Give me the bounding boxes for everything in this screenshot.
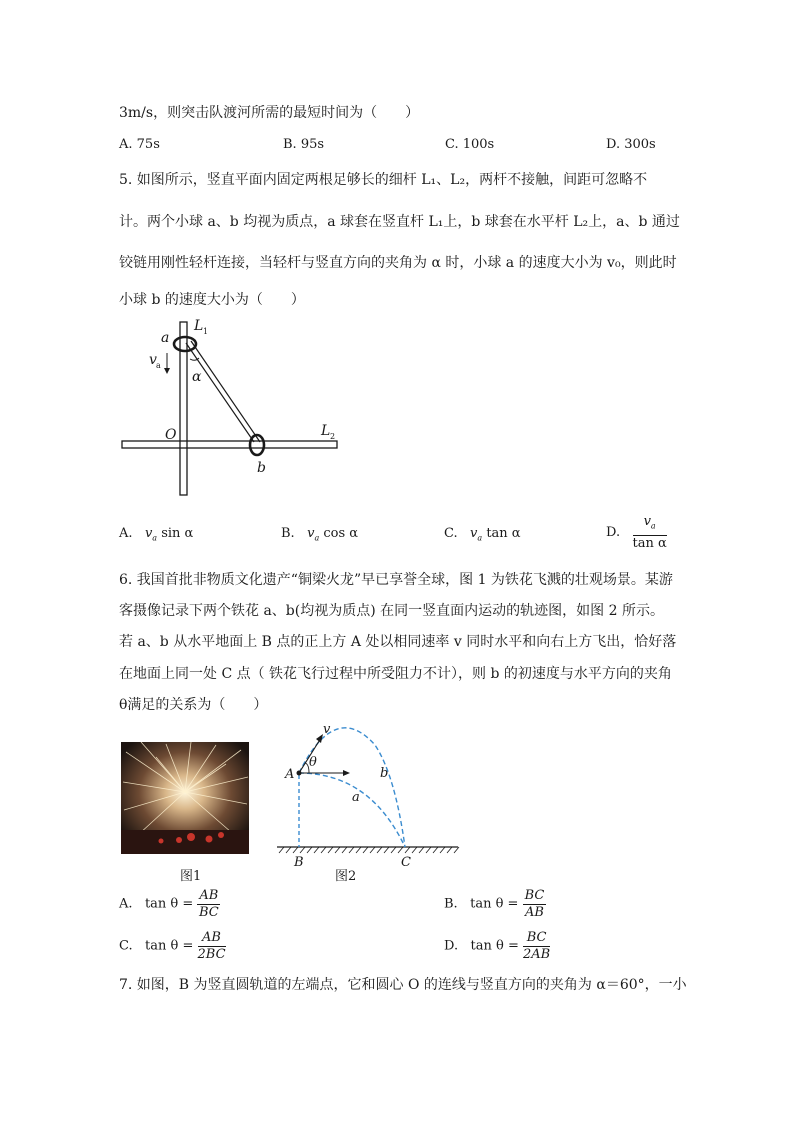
q6-line-3: 若 a、b 从水平地面上 B 点的正上方 A 处以相同速率 v 同时水平和向右上方飞出，恰好落 (119, 634, 677, 650)
label-l2-sub: 2 (330, 432, 336, 441)
label-theta: θ (309, 755, 317, 770)
label-alpha: α (192, 369, 202, 385)
q6-line-1: 6. 我国首批非物质文化遗产“铜梁火龙”早已享誉全球，图 1 为铁花飞溅的壮观场景。某游 (119, 572, 673, 588)
light-rod (186, 343, 254, 442)
q5-option-b: B. $v_a$ cos α (281, 526, 359, 543)
label-l1: L (194, 318, 204, 334)
q6-option-a: A. tan θ = $\frac{AB}{BC}$ (119, 888, 219, 920)
label-b: b (257, 460, 266, 476)
q6-option-d: D. tan θ = $\frac{BC}{2AB}$ (444, 930, 551, 962)
label-v: v (323, 722, 331, 737)
q5-line-4: 小球 b 的速度大小为（ ） (119, 292, 305, 308)
q5-line-3: 铰链用刚性轻杆连接，当轻杆与竖直方向的夹角为 α 时，小球 a 的速度大小为 v₀，则此时 (119, 255, 677, 271)
label-B: B (294, 855, 304, 870)
fireworks-photo (121, 742, 249, 854)
label-b: b (380, 766, 389, 781)
q4-option-b: B. 95s (283, 137, 325, 152)
q5-option-a: A. $v_a$ sin α (119, 526, 194, 543)
q6-option-c: C. tan θ = $\frac{AB}{2BC}$ (119, 930, 226, 962)
q7-line-1: 7. 如图，B 为竖直圆轨道的左端点，它和圆心 O 的连线与竖直方向的夹角为 α＝60°，一小 (119, 977, 687, 993)
q4-option-c: C. 100s (445, 137, 495, 152)
label-a: a (161, 330, 170, 346)
label-o: O (165, 427, 177, 443)
label-l1-sub: 1 (203, 327, 209, 336)
q4-option-a: A. 75s (119, 137, 160, 152)
fig1-caption: 图1 (180, 869, 202, 884)
q4-text: 3m/s，则突击队渡河所需的最短时间为（ ） (119, 105, 420, 121)
rod-l2 (122, 441, 337, 448)
q5-figure (115, 312, 355, 502)
q6-option-b: B. tan θ = $\frac{BC}{AB}$ (444, 888, 545, 920)
trajectory-a (299, 773, 405, 847)
q6-line-4: 在地面上同一处 C 点（ 铁花飞行过程中所受阻力不计），则 b 的初速度与水平方向的夹角 (119, 666, 672, 682)
q5-option-c: C. $v_a$ tan α (444, 526, 521, 543)
q4-option-d: D. 300s (606, 137, 656, 152)
label-a: a (352, 790, 360, 805)
rod-l1 (180, 322, 187, 495)
q6-line-5: θ满足的关系为（ ） (119, 697, 268, 713)
label-C: C (401, 855, 411, 870)
q5-option-d: D. $\frac{v_a}{\text{tan α}}$ (606, 514, 667, 551)
trajectory-b (299, 728, 405, 847)
label-A: A (285, 767, 295, 782)
label-va-sub: a (156, 361, 161, 370)
label-l2: L (321, 423, 331, 439)
q6-figure (275, 720, 465, 870)
q5-line-1: 5. 如图所示，竖直平面内固定两根足够长的细杆 L₁、L₂，两杆不接触，间距可忽略不 (119, 172, 648, 188)
q6-line-2: 客摄像记录下两个铁花 a、b(均视为质点) 在同一竖直面内运动的轨迹图，如图 2 所示。 (119, 603, 664, 619)
fig2-caption: 图2 (335, 869, 357, 884)
q5-line-2: 计。两个小球 a、b 均视为质点，a 球套在竖直杆 L₁上，b 球套在水平杆 L₂上，a、b 通过 (119, 214, 680, 230)
label-va: v (149, 352, 157, 368)
